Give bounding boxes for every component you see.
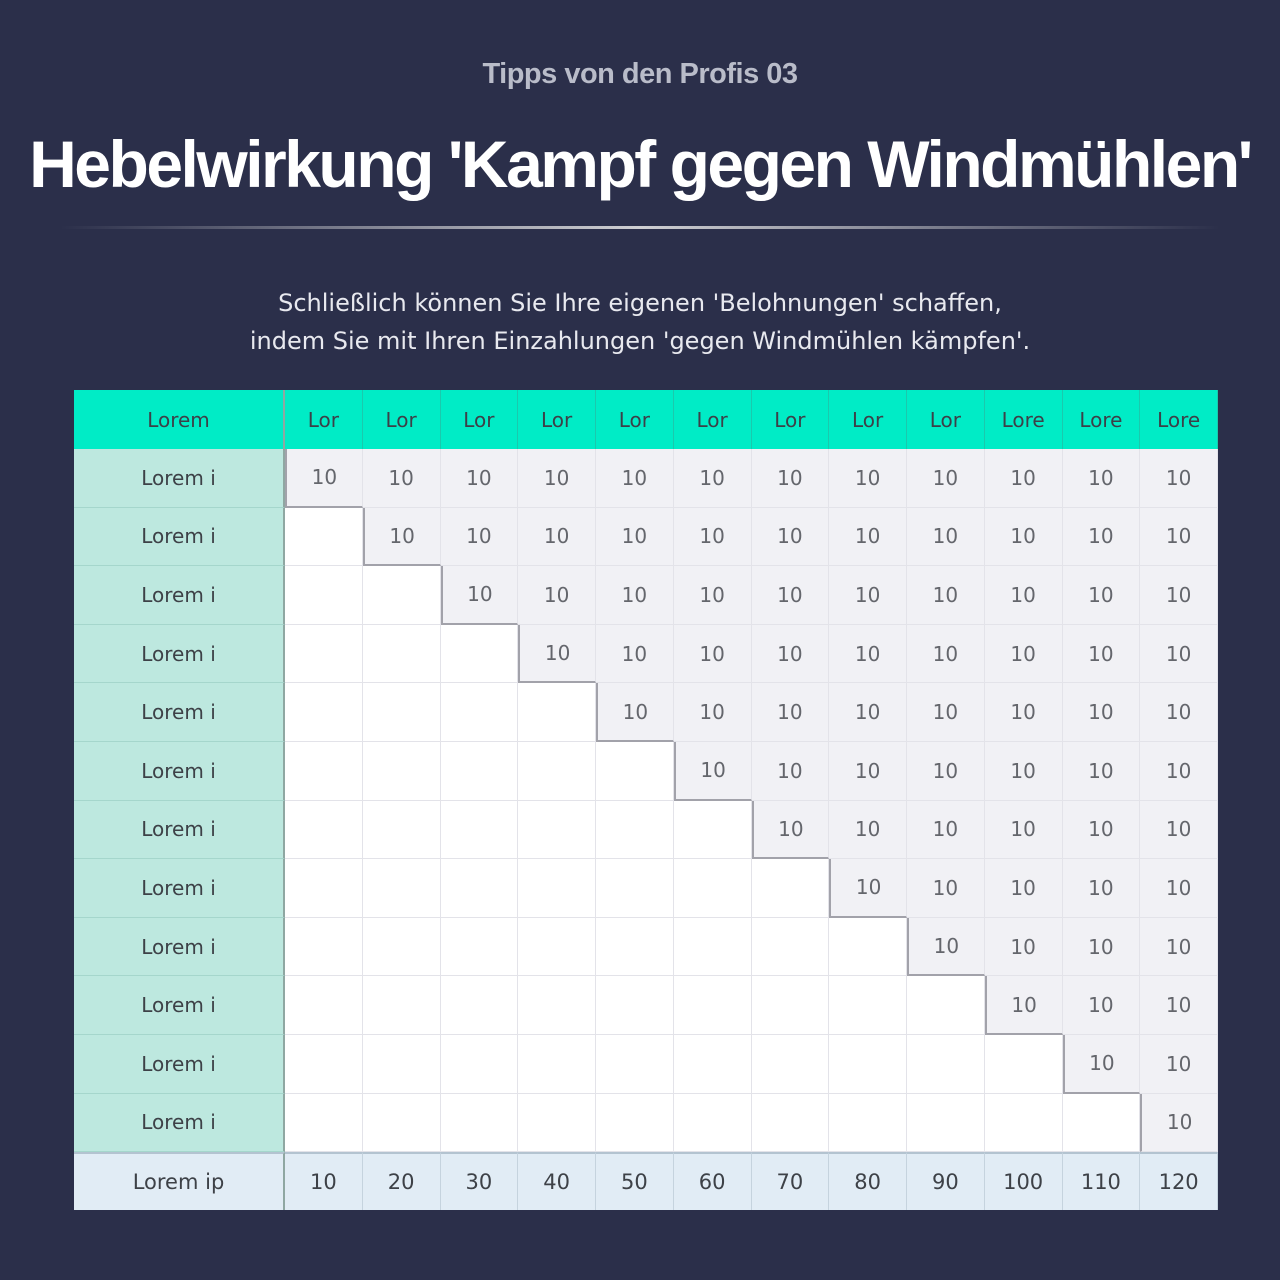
table-value-cell: 10 [907,508,985,567]
table-value-cell: 10 [985,625,1063,684]
table-empty-cell [363,742,441,801]
table-value-cell: 10 [674,508,752,567]
column-header: Lor [596,390,674,449]
table-value-cell: 10 [518,625,596,684]
subtitle [0,284,1280,360]
table-empty-cell [674,859,752,918]
column-header: Lor [752,390,830,449]
table-value-cell: 10 [674,742,752,801]
table-empty-cell [907,976,985,1035]
table-empty-cell [285,976,363,1035]
table-value-cell: 10 [1140,859,1218,918]
footer-total-cell: 110 [1063,1152,1141,1210]
table-value-cell: 10 [1063,449,1141,508]
table-value-cell: 10 [596,508,674,567]
table-value-cell: 10 [985,742,1063,801]
table-value-cell: 10 [907,566,985,625]
table-empty-cell [907,1035,985,1094]
table-value-cell: 10 [752,625,830,684]
table-empty-cell [752,918,830,977]
table-empty-cell [829,1094,907,1153]
row-label: Lorem i [74,683,285,742]
table-value-cell: 10 [1063,1035,1141,1094]
table-empty-cell [285,683,363,742]
table-value-cell: 10 [829,742,907,801]
table-empty-cell [596,742,674,801]
table-empty-cell [363,625,441,684]
column-header: Lor [518,390,596,449]
table-value-cell: 10 [829,449,907,508]
table-empty-cell [518,976,596,1035]
table-value-cell: 10 [752,566,830,625]
row-label: Lorem i [74,508,285,567]
table-value-cell: 10 [985,508,1063,567]
table-value-cell: 10 [1140,1035,1218,1094]
column-header: Lor [907,390,985,449]
table-empty-cell [674,1094,752,1153]
footer-label: Lorem ip [74,1152,285,1210]
table-value-cell: 10 [1063,742,1141,801]
footer-total-cell: 40 [518,1152,596,1210]
table-value-cell: 10 [1063,508,1141,567]
table-empty-cell [752,1094,830,1153]
table-empty-cell [829,1035,907,1094]
row-label: Lorem i [74,918,285,977]
table-value-cell: 10 [907,683,985,742]
table-value-cell: 10 [518,508,596,567]
table-value-cell: 10 [1063,976,1141,1035]
title-divider [60,226,1220,229]
table-empty-cell [441,859,519,918]
table-empty-cell [829,918,907,977]
row-label: Lorem i [74,859,285,918]
table-value-cell: 10 [752,683,830,742]
table-empty-cell [518,742,596,801]
table-empty-cell [985,1094,1063,1153]
table-empty-cell [596,1094,674,1153]
table-empty-cell [285,566,363,625]
column-header: Lor [829,390,907,449]
table-value-cell: 10 [674,566,752,625]
table-value-cell: 10 [1063,918,1141,977]
table-empty-cell [829,976,907,1035]
table-empty-cell [363,683,441,742]
subtitle-line-2: indem Sie mit Ihren Einzahlungen 'gegen Windmühlen kämpfen'. [249,327,1031,355]
table-empty-cell [363,976,441,1035]
table-value-cell: 10 [518,449,596,508]
table-empty-cell [285,508,363,567]
footer-total-cell: 90 [907,1152,985,1210]
table-value-cell: 10 [829,683,907,742]
table-value-cell: 10 [752,508,830,567]
table-value-cell: 10 [1140,625,1218,684]
table-empty-cell [441,742,519,801]
subtitle-line-1: Schließlich können Sie Ihre eigenen 'Belohnungen' schaffen, [278,289,1002,317]
row-label: Lorem i [74,801,285,860]
page-title: Hebelwirkung 'Kampf gegen Windmühlen' [29,127,1251,201]
column-header: Lor [363,390,441,449]
table-value-cell: 10 [907,625,985,684]
table-value-cell: 10 [985,566,1063,625]
table-empty-cell [752,859,830,918]
table-value-cell: 10 [829,625,907,684]
table-value-cell: 10 [907,742,985,801]
table-empty-cell [285,625,363,684]
table-empty-cell [285,1094,363,1153]
table-value-cell: 10 [985,976,1063,1035]
table-empty-cell [285,859,363,918]
table-value-cell: 10 [1140,449,1218,508]
table-empty-cell [363,566,441,625]
table-empty-cell [518,683,596,742]
table-value-cell: 10 [985,801,1063,860]
table-empty-cell [441,976,519,1035]
table-value-cell: 10 [829,566,907,625]
row-label: Lorem i [74,1094,285,1153]
table-empty-cell [363,918,441,977]
table-value-cell: 10 [985,859,1063,918]
table-empty-cell [285,1035,363,1094]
row-label: Lorem i [74,449,285,508]
table-empty-cell [441,801,519,860]
table-value-cell: 10 [518,566,596,625]
table-value-cell: 10 [1063,566,1141,625]
row-label: Lorem i [74,742,285,801]
table-empty-cell [752,976,830,1035]
table-empty-cell [674,976,752,1035]
table-value-cell: 10 [752,742,830,801]
table-empty-cell [285,742,363,801]
table-value-cell: 10 [1140,508,1218,567]
table-empty-cell [596,1035,674,1094]
footer-total-cell: 10 [285,1152,363,1210]
table-empty-cell [596,976,674,1035]
table-value-cell: 10 [596,625,674,684]
footer-total-cell: 120 [1140,1152,1218,1210]
table-empty-cell [441,918,519,977]
table-value-cell: 10 [596,683,674,742]
table-empty-cell [363,1035,441,1094]
table-value-cell: 10 [752,801,830,860]
table-empty-cell [285,918,363,977]
column-header: Lore [985,390,1063,449]
table-empty-cell [674,918,752,977]
table-empty-cell [674,801,752,860]
footer-total-cell: 100 [985,1152,1063,1210]
table-value-cell: 10 [829,801,907,860]
table-value-cell: 10 [907,859,985,918]
row-label: Lorem i [74,976,285,1035]
table-value-cell: 10 [596,449,674,508]
table-value-cell: 10 [1140,918,1218,977]
table-value-cell: 10 [1140,683,1218,742]
table-empty-cell [907,1094,985,1153]
table-value-cell: 10 [1063,625,1141,684]
table-value-cell: 10 [441,508,519,567]
table-value-cell: 10 [1140,742,1218,801]
row-label: Lorem i [74,566,285,625]
table-value-cell: 10 [985,683,1063,742]
deposit-table [74,390,1218,1210]
column-header: Lore [1140,390,1218,449]
table-empty-cell [363,801,441,860]
table-value-cell: 10 [441,566,519,625]
table-value-cell: 10 [674,625,752,684]
table-value-cell: 10 [1063,859,1141,918]
column-header: Lor [674,390,752,449]
table-empty-cell [518,801,596,860]
footer-total-cell: 80 [829,1152,907,1210]
table-value-cell: 10 [907,801,985,860]
table-value-cell: 10 [596,566,674,625]
table-empty-cell [363,1094,441,1153]
table-empty-cell [441,1094,519,1153]
table-empty-cell [985,1035,1063,1094]
table-empty-cell [596,918,674,977]
table-value-cell: 10 [829,508,907,567]
kicker-text: Tipps von den Profis 03 [482,58,798,90]
table-value-cell: 10 [674,683,752,742]
table-value-cell: 10 [907,449,985,508]
table-value-cell: 10 [285,449,363,508]
footer-total-cell: 50 [596,1152,674,1210]
table-empty-cell [441,1035,519,1094]
table-empty-cell [441,683,519,742]
footer-total-cell: 30 [441,1152,519,1210]
footer-total-cell: 70 [752,1152,830,1210]
table-value-cell: 10 [829,859,907,918]
table-empty-cell [518,859,596,918]
column-header: Lor [441,390,519,449]
table-value-cell: 10 [907,918,985,977]
table-value-cell: 10 [1140,566,1218,625]
table-empty-cell [596,859,674,918]
row-label: Lorem i [74,1035,285,1094]
table-value-cell: 10 [1140,1094,1218,1153]
table-value-cell: 10 [1063,683,1141,742]
table-empty-cell [1063,1094,1141,1153]
table-empty-cell [518,1094,596,1153]
table-value-cell: 10 [1140,801,1218,860]
column-header: Lor [285,390,363,449]
table-empty-cell [441,625,519,684]
row-label: Lorem i [74,625,285,684]
table-value-cell: 10 [752,449,830,508]
table-value-cell: 10 [441,449,519,508]
table-value-cell: 10 [363,508,441,567]
table-value-cell: 10 [1063,801,1141,860]
table-empty-cell [518,918,596,977]
table-value-cell: 10 [1140,976,1218,1035]
table-empty-cell [363,859,441,918]
column-header: Lore [1063,390,1141,449]
table-value-cell: 10 [674,449,752,508]
table-empty-cell [674,1035,752,1094]
table-corner-header: Lorem [74,390,285,449]
table-empty-cell [518,1035,596,1094]
table-empty-cell [752,1035,830,1094]
table-value-cell: 10 [985,449,1063,508]
table-empty-cell [596,801,674,860]
footer-total-cell: 20 [363,1152,441,1210]
table-value-cell: 10 [363,449,441,508]
table-empty-cell [285,801,363,860]
table-value-cell: 10 [985,918,1063,977]
footer-total-cell: 60 [674,1152,752,1210]
